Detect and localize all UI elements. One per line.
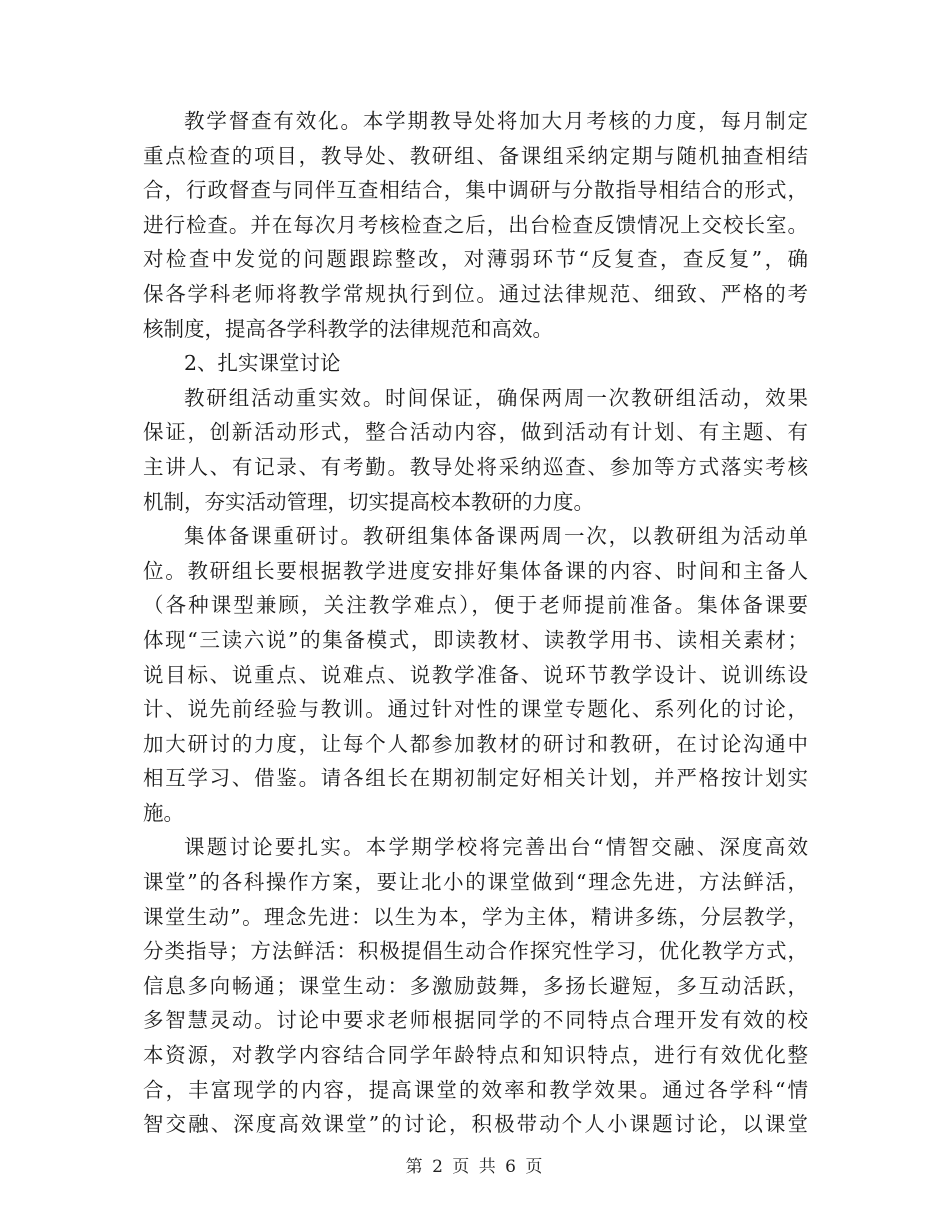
text-line: 合，行政督查与同伴互查相结合，集中调研与分散指导相结合的形式， [143, 178, 808, 203]
text-line: 体现“三读六说”的集备模式，即读教材、读教学用书、读相关素材； [143, 627, 808, 652]
page-number-footer: 第 2 页 共 6 页 [405, 1157, 545, 1177]
text-line: 相互学习、借鉴。请各组长在期初制定好相关计划，并严格按计划实 [143, 766, 808, 791]
text-line: 保证，创新活动形式，整合活动内容，做到活动有计划、有主题、有 [143, 420, 808, 445]
text-line: 合，丰富现学的内容，提高课堂的效率和教学效果。通过各学科“情 [143, 1077, 808, 1102]
text-line: 分类指导；方法鲜活：积极提倡生动合作探究性学习，优化教学方式， [143, 939, 808, 964]
text-line: 教学督查有效化。本学期教导处将加大月考核的力度，每月制定 [184, 109, 808, 133]
text-line: 进行检查。并在每次月考核检查之后，出台检查反馈情况上交校长室。 [143, 212, 808, 237]
text-line: 集体备课重研讨。教研组集体备课两周一次，以教研组为活动单 [184, 524, 808, 549]
text-line: 机制，夯实活动管理，切实提高校本教研的力度。 [143, 489, 594, 514]
text-line: 2、扎实课堂讨论 [184, 351, 341, 376]
text-line: 重点检查的项目，教导处、教研组、备课组采纳定期与随机抽查相结 [143, 143, 808, 168]
text-line: 保各学科老师将教学常规执行到位。通过法律规范、细致、严格的考 [143, 281, 808, 306]
text-line: 课堂”的各科操作方案，要让北小的课堂做到“理念先进，方法鲜活， [143, 870, 808, 895]
text-line: 核制度，提高各学科教学的法律规范和高效。 [143, 316, 553, 341]
text-line: 本资源，对教学内容结合同学年龄特点和知识特点，进行有效优化整 [143, 1043, 808, 1068]
text-line: 课堂生动”。理念先进：以生为本，学为主体，精讲多练，分层教学， [143, 904, 808, 929]
text-line: 计、说先前经验与教训。通过针对性的课堂专题化、系列化的讨论， [143, 697, 808, 722]
text-line: 教研组活动重实效。时间保证，确保两周一次教研组活动，效果 [184, 385, 808, 410]
text-line: 课题讨论要扎实。本学期学校将完善出台“情智交融、深度高效 [184, 835, 808, 860]
text-line: 信息多向畅通；课堂生动：多激励鼓舞，多扬长避短，多互动活跃， [143, 973, 808, 998]
document-body [143, 104, 808, 1142]
text-line: 多智慧灵动。讨论中要求老师根据同学的不同特点合理开发有效的校 [143, 1008, 808, 1033]
text-line: （各种课型兼顾，关注教学难点），便于老师提前准备。集体备课要 [143, 593, 808, 618]
text-line: 对检查中发觉的问题跟踪整改，对薄弱环节“反复查，查反复”，确 [143, 247, 808, 272]
text-line: 加大研讨的力度，让每个人都参加教材的研讨和教研，在讨论沟通中 [143, 731, 808, 756]
text-line: 施。 [143, 800, 184, 825]
text-line: 说目标、说重点、说难点、说教学准备、说环节教学设计、说训练设 [143, 662, 808, 687]
text-line: 智交融、深度高效课堂”的讨论，积极带动个人小课题讨论，以课堂 [143, 1112, 808, 1137]
text-line: 位。教研组长要根据教学进度安排好集体备课的内容、时间和主备人 [143, 558, 808, 583]
text-line: 主讲人、有记录、有考勤。教导处将采纳巡查、参加等方式落实考核 [143, 454, 808, 479]
